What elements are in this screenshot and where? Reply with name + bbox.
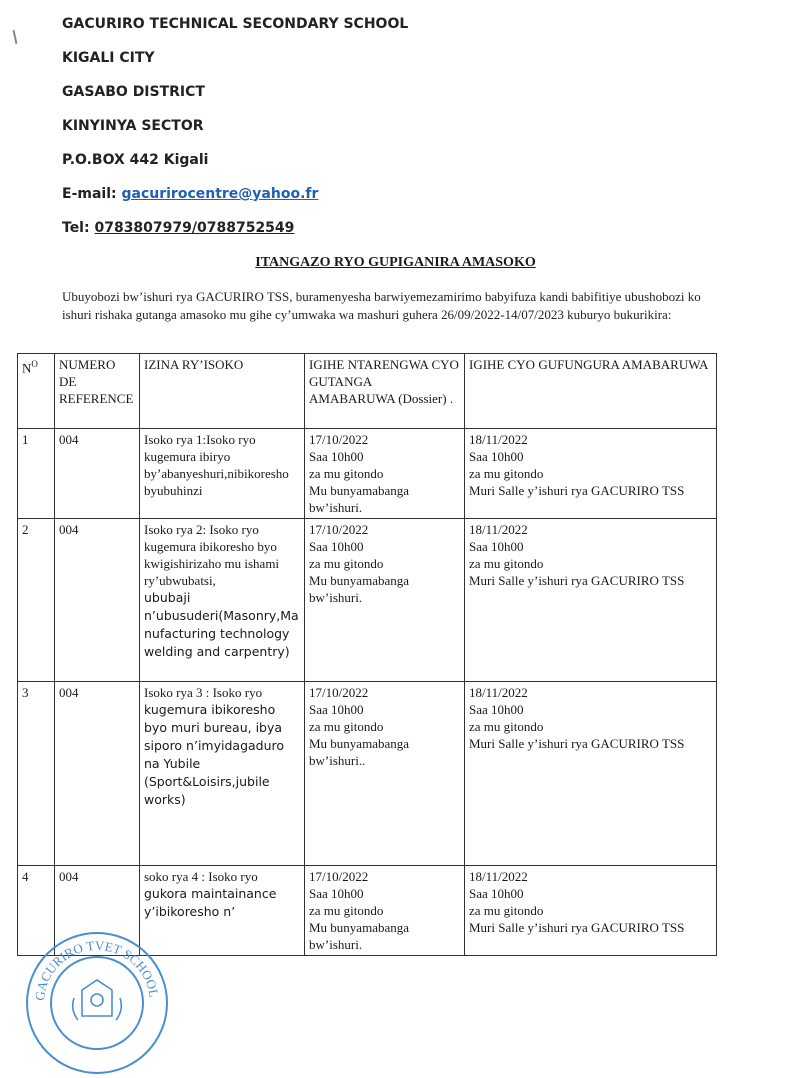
- row-tender-name: [140, 682, 305, 866]
- deadline-date: 17/10/2022: [309, 432, 369, 447]
- row-opening: [465, 682, 717, 866]
- tel-value: 0783807979/0788752549: [94, 220, 295, 236]
- row-deadline: [305, 429, 465, 519]
- opening-time: Saa 10h00: [469, 449, 524, 464]
- header-reference: NUMERO DE REFERENCE: [55, 354, 140, 429]
- deadline-period: za mu gitondo: [309, 466, 384, 481]
- header-opening: IGIHE CYO GUFUNGURA AMABARUWA: [465, 354, 717, 429]
- tender-name-continued: gukora maintainance y’ibikoresho n’: [144, 886, 277, 919]
- opening-place: Muri Salle y’ishuri rya GACURIRO TSS: [469, 483, 685, 498]
- opening-period: za mu gitondo: [469, 556, 544, 571]
- row-tender-name: [140, 519, 305, 682]
- deadline-time: Saa 10h00: [309, 702, 364, 717]
- opening-time: Saa 10h00: [469, 886, 524, 901]
- city-line: KIGALI CITY: [62, 50, 155, 66]
- row-deadline: [305, 866, 465, 956]
- pobox-line: P.O.BOX 442 Kigali: [62, 152, 209, 168]
- school-stamp: [22, 928, 172, 1078]
- header-no: $N^O$: [18, 354, 55, 429]
- row-no: 1: [18, 429, 55, 519]
- deadline-date: 17/10/2022: [309, 522, 369, 537]
- tel-label: Tel:: [62, 220, 90, 236]
- email-link[interactable]: gacurirocentre@yahoo.fr: [121, 186, 319, 202]
- header-deadline: IGIHE NTARENGWA CYO GUTANGA AMABARUWA (Dossier) .: [305, 354, 465, 429]
- deadline-date: 17/10/2022: [309, 869, 369, 884]
- notice-title: ITANGAZO RYO GUPIGANIRA AMASOKO: [255, 255, 536, 270]
- tender-name-text: Isoko rya 3 : Isoko ryo: [144, 685, 263, 700]
- row-ref: 004: [55, 519, 140, 682]
- deadline-place: Mu bunyamabanga bw’ishuri.: [309, 483, 410, 515]
- table-row: [18, 429, 717, 519]
- opening-date: 18/11/2022: [469, 685, 528, 700]
- opening-place: Muri Salle y’ishuri rya GACURIRO TSS: [469, 736, 685, 751]
- row-no: 3: [18, 682, 55, 866]
- deadline-place: Mu bunyamabanga bw’ishuri.: [309, 573, 410, 605]
- deadline-place: Mu bunyamabanga bw’ishuri..: [309, 736, 410, 768]
- deadline-date: 17/10/2022: [309, 685, 369, 700]
- deadline-time: Saa 10h00: [309, 539, 364, 554]
- opening-time: Saa 10h00: [469, 539, 524, 554]
- email-line: [62, 186, 318, 202]
- deadline-period: za mu gitondo: [309, 719, 384, 734]
- district-line: GASABO DISTRICT: [62, 84, 205, 100]
- opening-date: 18/11/2022: [469, 869, 528, 884]
- deadline-period: za mu gitondo: [309, 903, 384, 918]
- table-row: [18, 519, 717, 682]
- opening-period: za mu gitondo: [469, 466, 544, 481]
- tender-name-text: soko rya 4 : Isoko ryo: [144, 869, 258, 884]
- deadline-place: Mu bunyamabanga bw’ishuri.: [309, 920, 410, 952]
- table-header-row: [18, 354, 717, 429]
- opening-date: 18/11/2022: [469, 432, 528, 447]
- opening-place: Muri Salle y’ishuri rya GACURIRO TSS: [469, 920, 685, 935]
- stamp-emblem: [73, 980, 122, 1020]
- deadline-period: za mu gitondo: [309, 556, 384, 571]
- row-ref: 004: [55, 866, 140, 956]
- tel-line: [62, 220, 294, 236]
- header-tender-name: IZINA RY’ISOKO: [140, 354, 305, 429]
- row-ref: 004: [55, 429, 140, 519]
- opening-place: Muri Salle y’ishuri rya GACURIRO TSS: [469, 573, 685, 588]
- row-ref: 004: [55, 682, 140, 866]
- deadline-time: Saa 10h00: [309, 886, 364, 901]
- row-no: 2: [18, 519, 55, 682]
- row-opening: [465, 429, 717, 519]
- deadline-time: Saa 10h00: [309, 449, 364, 464]
- row-opening: [465, 866, 717, 956]
- row-no: 4: [18, 866, 55, 956]
- opening-period: za mu gitondo: [469, 719, 544, 734]
- opening-period: za mu gitondo: [469, 903, 544, 918]
- tender-name-continued: kugemura ibikoresho byo muri bureau, ibya siporo n’imyidagaduro na Yubile (Sport&Loisirs,jubile works): [144, 702, 285, 807]
- table-row: [18, 682, 717, 866]
- row-deadline: [305, 682, 465, 866]
- row-deadline: [305, 519, 465, 682]
- stamp-text: GACURIRO TVET SCHOOL: [31, 937, 162, 1002]
- intro-paragraph: Ubuyobozi bw’ishuri rya GACURIRO TSS, buramenyesha barwiyemezamirimo babyifuza kandi babifitiye ubushobozi ko ishuri rishaka gutanga amasoko mu gihe cy’umwaka wa mashuri guhera 26/09/2022-14/07/2023 kuburyo bukurikira:: [62, 289, 701, 322]
- opening-date: 18/11/2022: [469, 522, 528, 537]
- row-opening: [465, 519, 717, 682]
- row-tender-name: [140, 429, 305, 519]
- tender-table: [17, 353, 717, 956]
- tender-name-continued: ububaji n’ubusuderi(Masonry,Manufacturing technology welding and carpentry): [144, 590, 299, 659]
- school-name: GACURIRO TECHNICAL SECONDARY SCHOOL: [62, 16, 409, 32]
- tender-name-text: Isoko rya 1:Isoko ryo kugemura ibiryo by’abanyeshuri,nibikoresho byubuhinzi: [144, 432, 289, 498]
- tender-name-text: Isoko rya 2: Isoko ryo kugemura ibikoresho byo kwigishirizaho mu ishami ry’ubwubatsi,: [144, 522, 280, 588]
- opening-time: Saa 10h00: [469, 702, 524, 717]
- email-label: E-mail:: [62, 186, 117, 202]
- scan-mark: [13, 30, 18, 44]
- sector-line: KINYINYA SECTOR: [62, 118, 204, 134]
